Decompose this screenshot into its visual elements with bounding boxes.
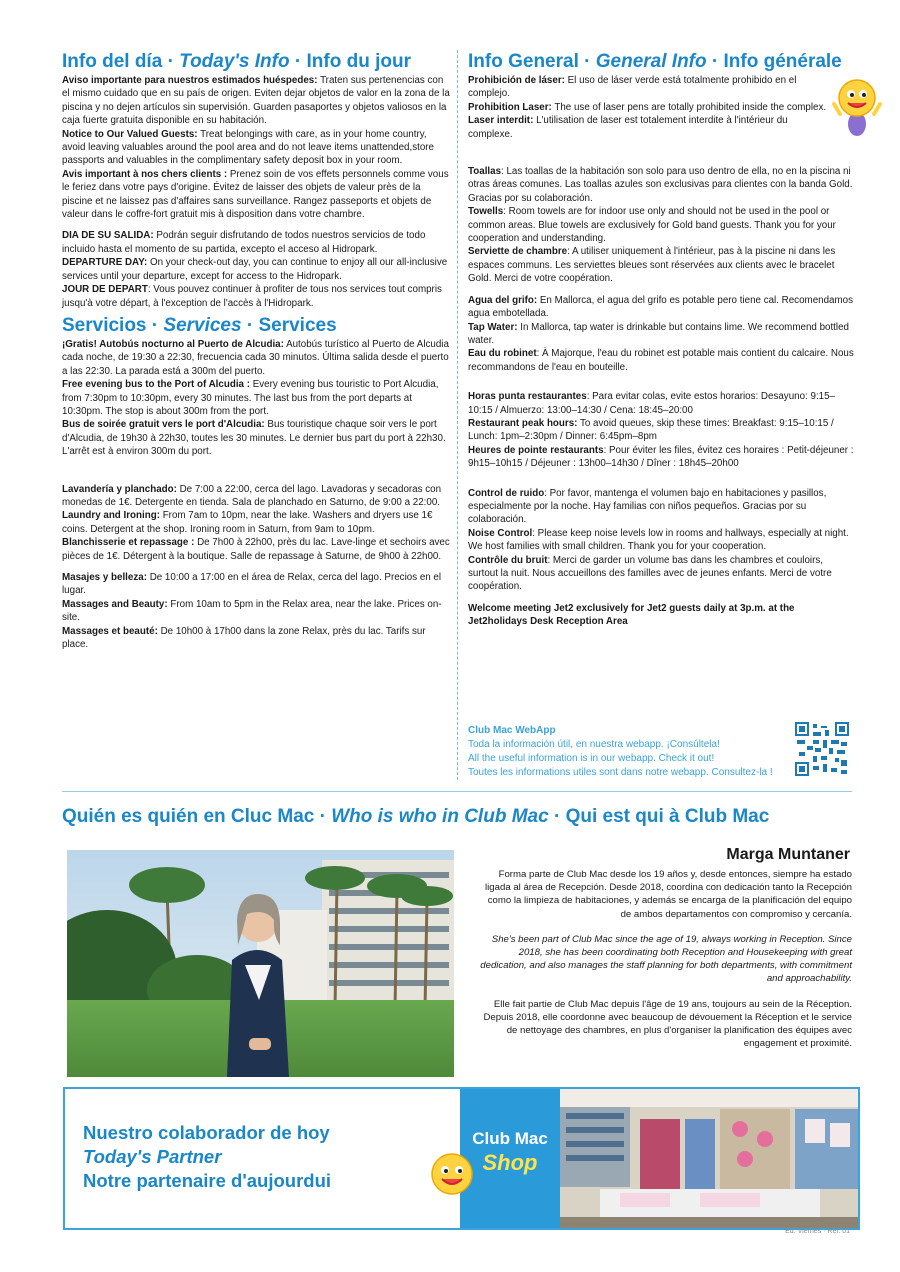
mas-fr bbox=[62, 625, 450, 652]
laser-fr bbox=[468, 114, 828, 141]
sep: · bbox=[711, 51, 719, 72]
label: Blanchisserie et repassage : bbox=[62, 537, 195, 549]
toallas-es bbox=[468, 165, 854, 205]
label: JOUR DE DEPART bbox=[62, 284, 148, 296]
partner-box bbox=[63, 1087, 860, 1230]
label: Masajes y belleza: bbox=[62, 572, 147, 583]
title-es: Info General bbox=[468, 51, 579, 72]
label: Tap Water: bbox=[468, 321, 518, 333]
right-column bbox=[468, 50, 854, 629]
webapp-title: Club Mac WebApp bbox=[468, 725, 556, 736]
label: Toallas bbox=[468, 166, 502, 178]
mas-es bbox=[62, 571, 450, 598]
lav-en bbox=[62, 509, 450, 536]
text: L'utilisation de laser est totalement interdite à l'intérieur du complexe. bbox=[468, 115, 788, 140]
staff-bio bbox=[476, 868, 852, 1050]
text: From 10am to 5pm in the Relax area, near the lake. Prices on-site. bbox=[62, 598, 442, 624]
label: Massages et beauté: bbox=[62, 625, 158, 637]
text: De 7h00 à 22h00, près du lac. Lave-linge et sechoirs avec pièces de 1€. Détergent à la boutique. Salle de repassage à Saturne, de 9h00 à 22h00. bbox=[62, 537, 450, 562]
label: Towells bbox=[468, 206, 504, 218]
label: Prohibition Laser: bbox=[468, 101, 552, 113]
aviso-fr bbox=[62, 168, 450, 222]
section-divider bbox=[62, 791, 852, 792]
text: De 10:00 a 17:00 en el área de Relax, cerca del lago. Precios en el lugar. bbox=[62, 572, 442, 597]
text: : Vous pouvez continuer à profiter de tous nos services tout compris jusqu'à votre départ, à l'exception de l'accès à l'Hidropark. bbox=[62, 284, 442, 309]
servicios-title bbox=[62, 314, 450, 338]
label: DIA DE SU SALIDA: bbox=[62, 230, 154, 242]
partner-line-es: Nuestro colaborador de hoy bbox=[83, 1122, 330, 1143]
text: En Mallorca, el agua del grifo es potable pero tiene cal. Recomendamos agua embotellada. bbox=[468, 294, 853, 320]
text: : Merci de garder un volume bas dans les chambres et couloirs, surtout la nuit. Nous accueillons des familles avec de jeunes enfants. Merci de votre coopération. bbox=[468, 554, 832, 593]
agua-en bbox=[468, 321, 854, 348]
text: De 10h00 à 17h00 dans la zone Relax, près du lac. Tarifs sur place. bbox=[62, 625, 426, 651]
ruido-es bbox=[468, 487, 854, 527]
sep: · bbox=[246, 314, 254, 336]
sep: · bbox=[584, 51, 591, 72]
text: Prenez soin de vos effets personnels comme vous le feriez dans votre pays d'origine. Évitez de laisser des objets de valeur près de la piscine et ne laissez pas d'affaires sans surveillance. Rangez passeports et objets de valeur dans le coffre-fort gratuit mis à disposition dans votre chambre. bbox=[62, 168, 449, 221]
text: El uso de láser verde está totalmente prohibido en el complejo. bbox=[468, 75, 797, 100]
horas-fr bbox=[468, 444, 854, 471]
bus-es bbox=[62, 338, 450, 378]
qr-code-icon[interactable] bbox=[795, 722, 849, 776]
label: Heures de pointe restaurants bbox=[468, 444, 604, 456]
text: The use of laser pens are totally prohibited inside the complex. bbox=[554, 101, 827, 113]
text: : Pour éviter les files, évitez ces horaires : Petit-déjeuner : 9h15–10h15 / Déjeuner : 13h00–14h30 / Dîner : 18h45–20h00 bbox=[468, 444, 854, 470]
who-title-en: Who is who in Club Mac bbox=[331, 806, 549, 827]
label: Aviso importante para nuestros estimados huéspedes: bbox=[62, 75, 318, 86]
sep: · bbox=[294, 51, 302, 72]
label: Contrôle du bruit bbox=[468, 554, 548, 566]
horas-es bbox=[468, 390, 854, 417]
column-divider bbox=[457, 50, 458, 780]
label: Free evening bus to the Port of Alcudia : bbox=[62, 379, 250, 391]
shop-brand: Club Mac bbox=[472, 1129, 548, 1148]
title-es: Servicios bbox=[62, 314, 147, 336]
label: ¡Gratis! Autobús nocturno al Puerto de Alcudia: bbox=[62, 338, 284, 350]
label: Agua del grifo: bbox=[468, 294, 538, 306]
bio-en: She's been part of Club Mac since the age of 19, always working in Reception. Since 2018, she has been coordinating both Reception and Housekeeping with great dedication, and also manages the staff planning for both departments, with commitment and approachability. bbox=[480, 933, 852, 985]
laser-es bbox=[468, 74, 828, 101]
ruido-fr bbox=[468, 554, 854, 594]
label: Control de ruido bbox=[468, 487, 545, 499]
who-title-es: Quién es quién en Cluc Mac bbox=[62, 806, 315, 827]
text: Welcome meeting Jet2 exclusively for Jet2 guests daily at 3p.m. at the Jet2holidays Desk Reception Area bbox=[468, 602, 795, 628]
bus-fr bbox=[62, 418, 450, 458]
label: Laundry and Ironing: bbox=[62, 510, 160, 522]
text: In Mallorca, tap water is drinkable but contains lime. We recommend bottled water. bbox=[468, 321, 849, 346]
bio-fr: Elle fait partie de Club Mac depuis l'âge de 19 ans, toujours au sein de la Réception. Depuis 2018, elle coordonne avec beaucoup de dévouement la Réception et le service de nettoyage des chambres, en plus d'organiser la planification des équipes avec engagement et proximité. bbox=[483, 998, 852, 1050]
title-es: Info del día bbox=[62, 51, 163, 72]
text: : Para evitar colas, evite estos horarios: Desayuno: 9:15–10:15 / Almuerzo: 13:00–14:30 / Cena: 18:45–20:00 bbox=[468, 391, 836, 416]
welcome-jet2 bbox=[468, 602, 854, 629]
left-column bbox=[62, 50, 450, 651]
toallas-fr bbox=[468, 245, 854, 285]
label: Restaurant peak hours: bbox=[468, 417, 578, 429]
who-title-fr: Qui est qui à Club Mac bbox=[565, 806, 770, 827]
text: : Please keep noise levels low in rooms and hallways, especially at night. We host families with small children. Thank you for your cooperation. bbox=[468, 527, 849, 553]
smiley-mascot-icon bbox=[832, 74, 882, 140]
horas-en bbox=[468, 417, 854, 444]
text: : Por favor, mantenga el volumen bajo en habitaciones y pasillos, especialmente por la noche. Hay familias con niños pequeños. Gracias por su colaboración. bbox=[468, 487, 827, 526]
who-title bbox=[62, 806, 862, 828]
aviso-en bbox=[62, 128, 450, 168]
text: Every evening bus touristic to Port Alcudia, from 7:30pm to 10:30pm, every 30 minutes. The last bus from the port departs at 10:30pm. The stop is about 300m from the port. bbox=[62, 379, 439, 417]
label: DEPARTURE DAY: bbox=[62, 257, 148, 269]
title-fr: Info du jour bbox=[306, 51, 411, 72]
label: Massages and Beauty: bbox=[62, 598, 168, 610]
webapp-line-es: Toda la información útil, en nuestra webapp. ¡Consúltela! bbox=[468, 739, 720, 750]
edition-ref: Ed. Viernes · Ref. 01 bbox=[785, 1228, 850, 1235]
label: Notice to Our Valued Guests: bbox=[62, 128, 198, 140]
shop-word: Shop bbox=[482, 1150, 538, 1175]
text: : A utiliser uniquement à l'intérieur, pas à la piscine ni dans les espaces communs. Les serviettes bleues sont réservées aux clients avec le bracelet Gold. Merci de votre coopération. bbox=[468, 246, 836, 285]
text: Treat belongings with care, as in your home country, avoid leaving valuables around the pool area and do not leave items unattended,store passports and valuables in the complimentary safety deposit box in your room. bbox=[62, 128, 434, 167]
label: Prohibición de láser: bbox=[468, 75, 565, 86]
salida-fr bbox=[62, 283, 450, 310]
sep: · bbox=[319, 806, 326, 827]
text: On your check-out day, you can continue to enjoy all our all-inclusive services until your departure, except for access to the Hidropark. bbox=[62, 257, 448, 282]
label: Bus de soirée gratuit vers le port d'Alcudia: bbox=[62, 419, 265, 431]
shop-photo bbox=[560, 1089, 860, 1228]
aviso-es bbox=[62, 74, 450, 128]
partner-line-fr: Notre partenaire d'aujourdui bbox=[83, 1170, 332, 1191]
info-dia-title bbox=[62, 50, 450, 74]
staff-name: Marga Muntaner bbox=[726, 846, 850, 863]
partner-line-en: Today's Partner bbox=[83, 1146, 222, 1167]
text: Podrán seguir disfrutando de todos nuestros servicios de todo incluido hasta el momento de su partida, excepto el acceso al Hidropark. bbox=[62, 230, 426, 255]
label: Serviette de chambre bbox=[468, 246, 568, 258]
label: Laser interdit: bbox=[468, 115, 534, 127]
mas-en bbox=[62, 598, 450, 625]
info-general-title bbox=[468, 50, 854, 74]
bio-es: Forma parte de Club Mac desde los 19 años y, desde entonces, siempre ha estado ligada al área de Recepción. Desde 2018, coordina con dedicación tanto la Recepción como la limpieza de habitaciones, y además se encarga de la planificación del equipo de ambos departamentos con compromiso y cercanía. bbox=[485, 869, 852, 920]
lav-fr bbox=[62, 536, 450, 563]
toallas-en bbox=[468, 205, 854, 245]
partner-text bbox=[83, 1121, 331, 1193]
text: Autobús turístico al Puerto de Alcudia cada noche, de 19:30 a 22:30, frecuencia cada 30 minutos. Última salida desde el puerto a las 22:30. La parada está a 300m del puerto. bbox=[62, 338, 449, 377]
bus-en bbox=[62, 378, 450, 418]
text: To avoid queues, skip these times: Breakfast: 9:15–10:15 / Lunch: 1pm–2:30pm / Dinner: 6:45pm–8pm bbox=[468, 417, 834, 443]
text: De 7:00 a 22:00, cerca del lago. Lavadoras y secadoras con monedas de 1€. Detergente en tienda. Sala de planchado en Saturno, de 9:00 a 22:00. bbox=[62, 483, 442, 508]
text: Traten sus pertenencias con el mismo cuidado que en su país de origen. Eviten dejar objetos de valor en la zona de la piscina y no dejen artículos sin supervisión. Guarden pasaportes y objetos valiosos en la caja fuerte gratuita disponible en su habitación. bbox=[62, 75, 450, 127]
smiley-shop-icon bbox=[427, 1149, 477, 1199]
text: : À Majorque, l'eau du robinet est potable mais contient du calcaire. Nous recommandons de l'eau en bouteille. bbox=[468, 348, 854, 373]
salida-en bbox=[62, 256, 450, 283]
webapp-line-fr: Toutes les informations utiles sont dans notre webapp. Consultez-la ! bbox=[468, 767, 773, 778]
text: Bus touristique chaque soir vers le port d'Alcudia, de 19h30 à 22h30, toutes les 30 minutes. Le dernier bus part du port à 22h30. L'arrêt est à environ 300m du port. bbox=[62, 419, 446, 458]
webapp-line-en: All the useful information is in our webapp. Check it out! bbox=[468, 753, 715, 764]
label: Horas punta restaurantes bbox=[468, 391, 587, 403]
sep: · bbox=[167, 51, 174, 72]
label: Avis important à nos chers clients : bbox=[62, 168, 228, 180]
salida-es bbox=[62, 229, 450, 256]
label: Eau du robinet bbox=[468, 348, 537, 360]
ruido-en bbox=[468, 527, 854, 554]
lav-es bbox=[62, 483, 450, 510]
label: Noise Control bbox=[468, 527, 533, 539]
text: From 7am to 10pm, near the lake. Washers and dryers use 1€ coins. Detergent at the shop. Ironing room in Saturn, from 9am to 10pm. bbox=[62, 510, 433, 535]
text: : Las toallas de la habitación son solo para uso dentro de ella, no en la piscina ni otras áreas comunes. Las toallas azules son exclusivas para clientes con la banda Gold. Gracias por su colaboración. bbox=[468, 166, 853, 204]
laser-en bbox=[468, 101, 828, 114]
sep: · bbox=[553, 806, 561, 827]
title-en: General Info bbox=[595, 51, 707, 72]
label: Lavandería y planchado: bbox=[62, 483, 177, 495]
agua-fr bbox=[468, 347, 854, 374]
title-fr: Services bbox=[258, 314, 337, 336]
title-fr: Info générale bbox=[723, 51, 842, 72]
text: : Room towels are for indoor use only and should not be used in the pool or common areas. Blue towels are exclusively for Gold band guests. Thank you for your cooperation and understanding. bbox=[468, 206, 836, 245]
staff-photo bbox=[67, 850, 454, 1077]
title-en: Today's Info bbox=[179, 51, 290, 72]
sep: · bbox=[151, 314, 159, 336]
agua-es bbox=[468, 294, 854, 321]
title-en: Services bbox=[163, 314, 242, 336]
